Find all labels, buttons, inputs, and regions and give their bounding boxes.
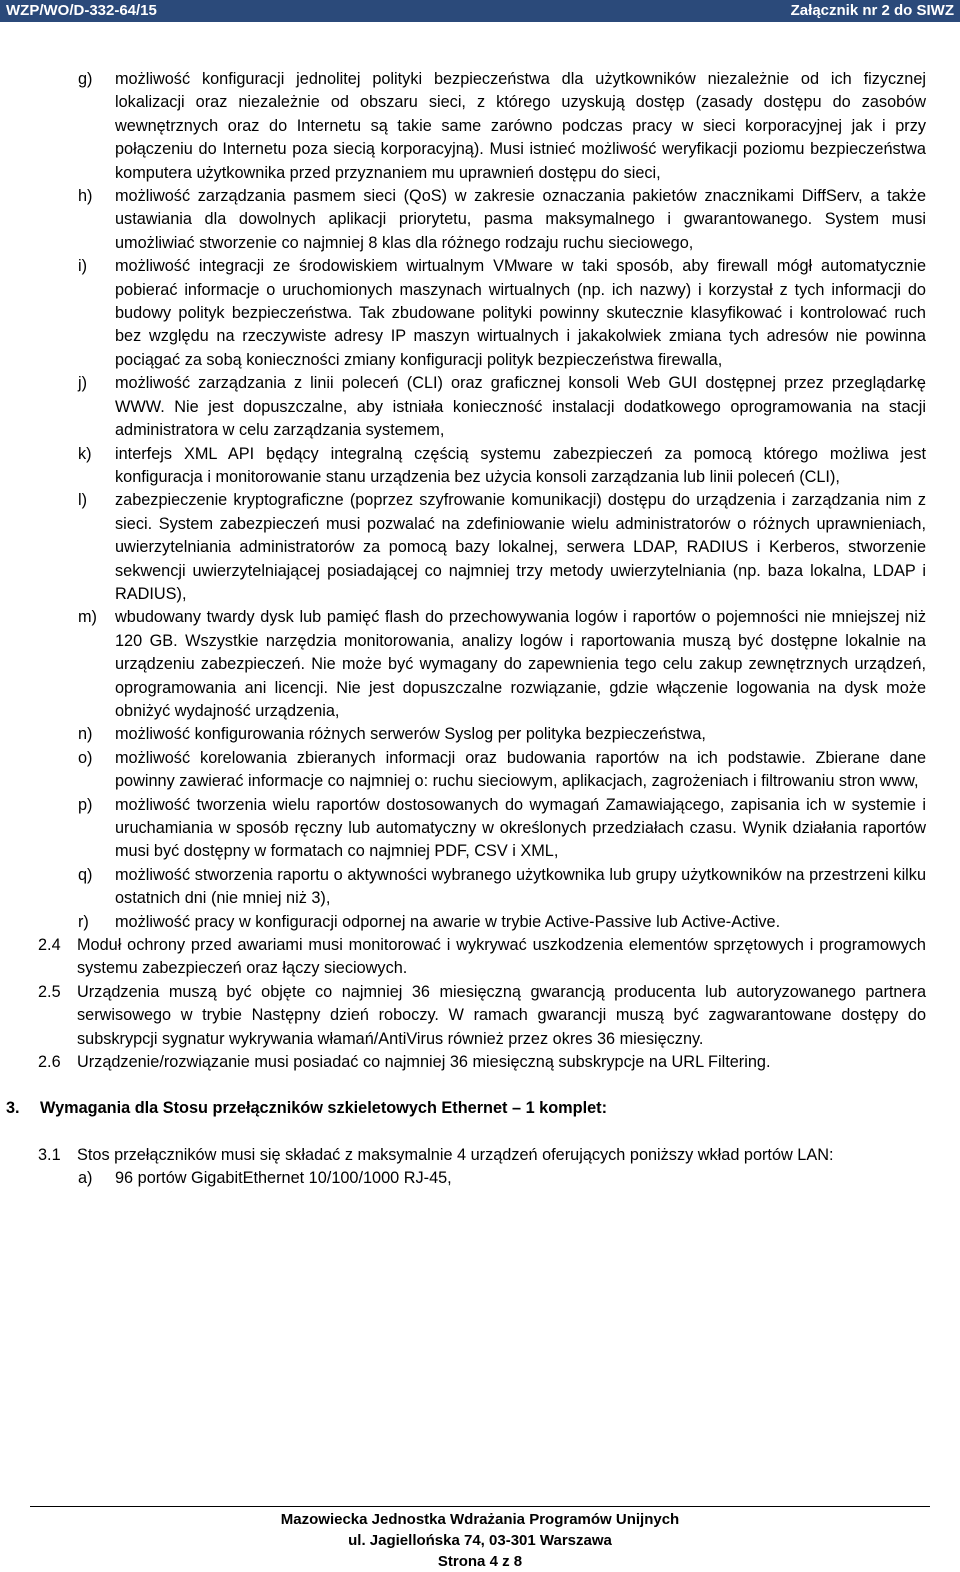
list-item (0, 864, 960, 911)
section-3-1 (0, 1144, 960, 1167)
list-item-text: możliwość korelowania zbieranych informacji oraz budowania raportów na ich podstawie. Zbierane dane powinny zawierać informacje co najmniej o: ruchu sieciowym, aplikacjach, zagrożeniach i filtrowaniu stron www, (115, 748, 926, 791)
section-number: 2.4 (38, 936, 61, 955)
section-number: 3.1 (38, 1145, 61, 1164)
list-item-text: 96 portów GigabitEthernet 10/100/1000 RJ-45, (115, 1169, 452, 1188)
list-marker: g) (78, 70, 93, 88)
list-marker: q) (78, 865, 93, 884)
page-footer (0, 1509, 960, 1572)
list-item-text: interfejs XML API będący integralną częścią systemu zabezpieczeń za pomocą którego możliwa jest konfiguracja i monitorowanie stanu urządzenia bez użycia konsoli zarządzania lub linii poleceń (CLI), (115, 444, 926, 486)
attachment-label: Załącznik nr 2 do SIWZ (790, 2, 954, 19)
list-marker: h) (78, 187, 93, 206)
list-item (0, 911, 960, 934)
list-item-text: możliwość integracji ze środowiskiem wirtualnym VMware w taki sposób, aby firewall mógł automatycznie pobierać informacje o uruchomionych maszynach wirtualnych (np. ich nazwy) i korzystał z tych informacji do budowy polityk bezpieczeństwa. Tak zbudowane polityki powinny skutecznie klasyfikować i kontrolować ruch bez względu na rzeczywiste adresy IP maszyn wirtualnych i jakakolwiek zmiana tych adresów nie powinna pociągać za sobą konieczności zmiany konfiguracji polityk bezpieczeństwa firewalla, (115, 257, 926, 369)
list-item (0, 606, 960, 723)
list-marker: o) (78, 748, 93, 767)
heading-number: 3. (6, 1099, 20, 1118)
list-marker: k) (78, 444, 92, 463)
list-marker: r) (78, 912, 89, 931)
list-item-text: możliwość tworzenia wielu raportów dostosowanych do wymagań Zamawiającego, zapisania ich w systemie i uruchamiania w sposób ręczny lub automatyczny w określonych przedziałach czasu. Wynik działania raportów musi być dostępny w formatach co najmniej PDF, CSV i XML, (115, 795, 926, 861)
list-item (0, 255, 960, 372)
page-header (0, 0, 960, 22)
list-item (0, 1167, 960, 1190)
list-marker: i) (78, 257, 88, 276)
section-number: 2.6 (38, 1053, 61, 1072)
section-3-heading (0, 1097, 960, 1120)
list-item-text: możliwość konfiguracji jednolitej polityki bezpieczeństwa dla użytkowników niezależnie od ich fizycznej lokalizacji oraz niezależnie od obszaru sieci, z którego uzyskują dostęp (zasady dostępu do zasobów wewnętrznych oraz do Internetu są takie same zarówno podczas pracy w sieci korporacyjnej jak i przy połączeniu do Internetu poza siecią korporacyjną). Musi istnieć możliwość weryfikacji poziomu bezpieczeństwa komputera użytkownika przed przyznaniem mu uprawnień dostępu do sieci, (115, 70, 926, 182)
section-text: Stos przełączników musi się składać z maksymalnie 4 urządzeń oferujących poniższy wkład portów LAN: (77, 1145, 834, 1164)
list-item-text: wbudowany twardy dysk lub pamięć flash do przechowywania logów i raportów o pojemności nie mniejszej niż 120 GB. Wszystkie narzędzia monitorowania, analizy logów i raportowania muszą być dostępne lokalnie na urządzeniu zabezpieczeń. Nie może być wymagany do zapewnienia tego celu zakup zewnętrznych urządzeń, oprogramowania ani licencji. Nie jest dopuszczalne rozwiązanie, gdzie włączenie logowania na dysk może obniżyć wydajność urządzenia, (115, 608, 926, 720)
footer-organization: Mazowiecka Jednostka Wdrażania Programów Unijnych (280, 1511, 680, 1528)
list-item (0, 489, 960, 606)
spacer (0, 1121, 960, 1144)
section-2-6 (0, 1051, 960, 1074)
list-item-text: możliwość stworzenia raportu o aktywności wybranego użytkownika lub grupy użytkowników na przestrzeni kilku ostatnich dni (nie mniej niż 3), (115, 865, 926, 908)
footer-divider (30, 1506, 930, 1507)
list-item-text: możliwość zarządzania z linii poleceń (CLI) oraz graficznej konsoli Web GUI dostępnej przez przeglądarkę WWW. Nie jest dopuszczalne, aby istniała konieczność instalacji dodatkowego oprogramowania na stacji administratora w celu zarządzania systemem, (115, 374, 926, 440)
list-marker: p) (78, 795, 93, 814)
list-marker: m) (78, 608, 97, 627)
page-number: Strona 4 z 8 (437, 1553, 523, 1570)
list-item-text: możliwość pracy w konfiguracji odpornej na awarie w trybie Active-Passive lub Active-Active. (115, 912, 781, 931)
list-item (0, 794, 960, 864)
footer-address: ul. Jagiellońska 74, 03-301 Warszawa (348, 1532, 612, 1549)
list-item (0, 68, 960, 185)
list-marker: a) (78, 1169, 93, 1188)
list-item (0, 723, 960, 746)
section-text: Urządzenie/rozwiązanie musi posiadać co najmniej 36 miesięczną subskrypcje na URL Filtering. (77, 1053, 771, 1072)
list-marker: l) (78, 491, 88, 510)
list-item-text: możliwość konfigurowania różnych serwerów Syslog per polityka bezpieczeństwa, (115, 725, 706, 744)
section-2-4 (0, 934, 960, 981)
document-body (0, 68, 960, 1191)
list-marker: n) (78, 725, 93, 744)
list-item (0, 747, 960, 794)
section-2-5 (0, 981, 960, 1051)
list-item (0, 372, 960, 442)
list-item (0, 185, 960, 255)
list-marker: j) (78, 374, 88, 393)
section-text: Moduł ochrony przed awariami musi monitorować i wykrywać uszkodzenia elementów sprzętowych i programowych systemu zabezpieczeń oraz łączy sieciowych. (77, 936, 926, 978)
section-number: 2.5 (38, 982, 61, 1001)
list-item-text: możliwość zarządzania pasmem sieci (QoS) w zakresie oznaczania pakietów znacznikami DiffServ, a także ustawiania dla dowolnych aplikacji priorytetu, pasma maksymalnego i gwarantowanego. System musi umożliwiać stworzenie co najmniej 8 klas dla różnego rodzaju ruchu sieciowego, (115, 187, 926, 252)
list-item-text: zabezpieczenie kryptograficzne (poprzez szyfrowanie komunikacji) dostępu do urządzenia i zarządzania nim z sieci. System zabezpieczeń musi pozwalać na zdefiniowanie wielu administratorów o różnych uprawnieniach, uwierzytelniania administratorów za pomocą bazy lokalnej, serwera LDAP, RADIUS i Kerberos, stworzenie sekwencji uwierzytelniającej posiadającej co najmniej trzy metody uwierzytelniania (np. baza lokalna, LDAP i RADIUS), (115, 491, 926, 603)
list-item (0, 443, 960, 490)
section-text: Urządzenia muszą być objęte co najmniej 36 miesięczną gwarancją producenta lub autoryzowanego partnera serwisowego w trybie Następny dzień roboczy. W ramach gwarancji muszą być zagwarantowane dostępy do subskrypcji sygnatur wykrywania włamań/AntiVirus również przez okres 36 miesięczny. (77, 982, 926, 1048)
document-reference: WZP/WO/D-332-64/15 (6, 2, 157, 19)
heading-text: Wymagania dla Stosu przełączników szkieletowych Ethernet – 1 komplet: (40, 1099, 607, 1118)
